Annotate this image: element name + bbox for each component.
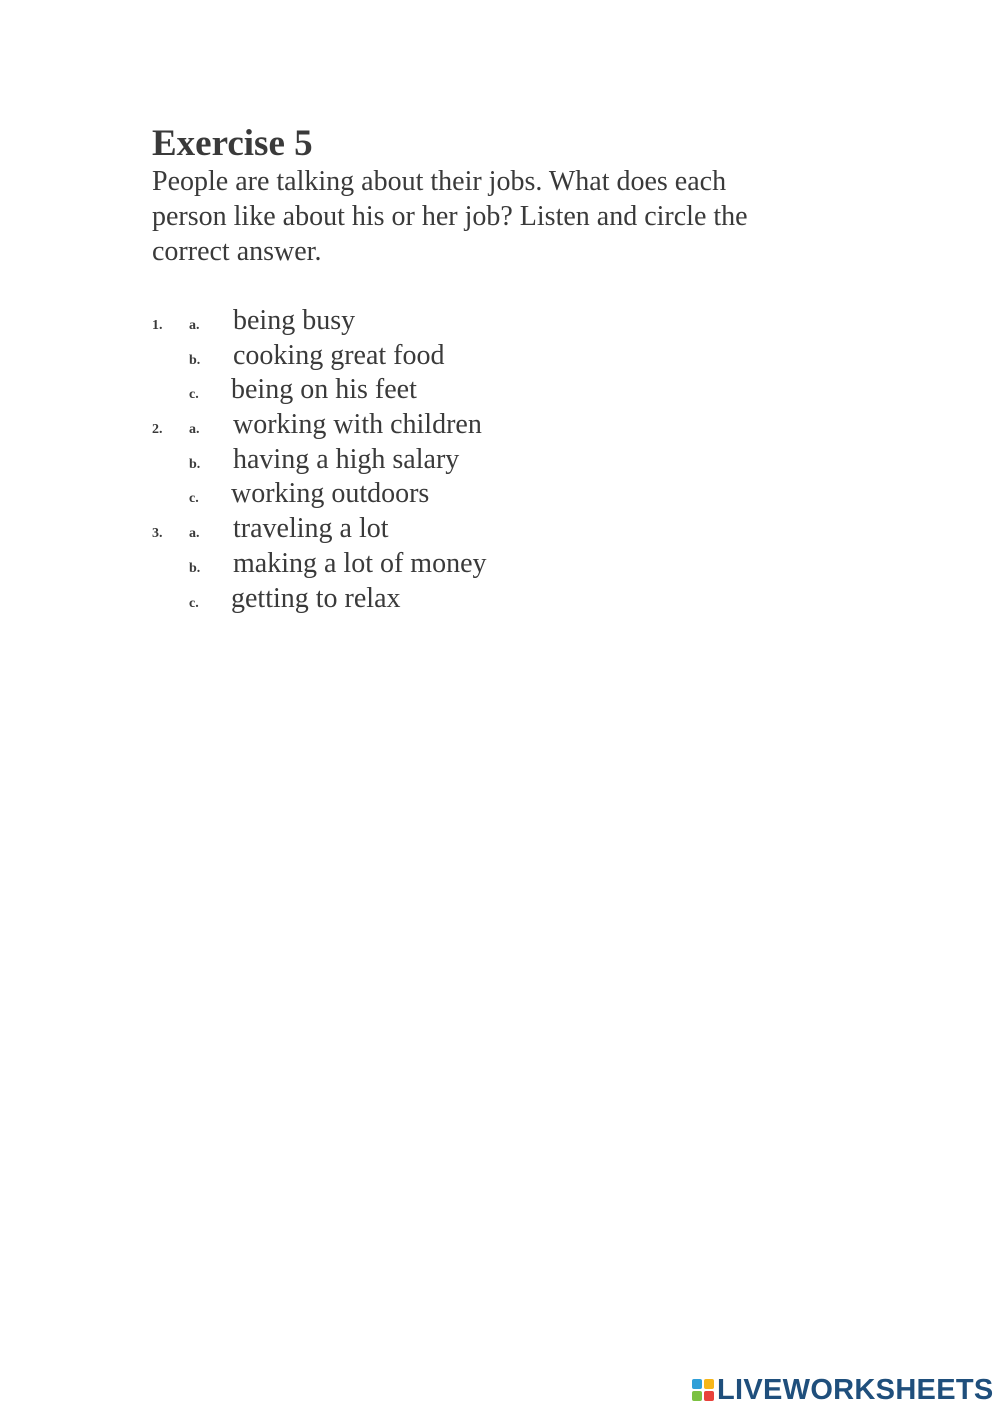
- question-number: 2.: [152, 422, 163, 438]
- question-2-option-a[interactable]: [0, 408, 900, 443]
- instructions-line: correct answer.: [152, 236, 322, 267]
- option-text[interactable]: working outdoors: [231, 478, 430, 510]
- question-3-option-b[interactable]: [0, 547, 900, 582]
- question-2-option-c[interactable]: [0, 477, 900, 512]
- option-text[interactable]: having a high salary: [233, 443, 460, 475]
- question-3-option-a[interactable]: [0, 512, 900, 547]
- option-letter: c.: [189, 491, 199, 507]
- question-list: [0, 304, 900, 616]
- question-number: 3.: [152, 526, 163, 542]
- liveworksheets-logo: [692, 1374, 994, 1406]
- option-text[interactable]: being on his feet: [231, 374, 417, 406]
- option-text[interactable]: traveling a lot: [233, 513, 389, 545]
- option-text[interactable]: cooking great food: [233, 339, 445, 371]
- instructions-line: People are talking about their jobs. What does each: [152, 166, 727, 197]
- option-letter: a.: [189, 422, 200, 438]
- instructions-line: person like about his or her job? Listen and circle the: [152, 201, 748, 232]
- option-letter: c.: [189, 595, 199, 611]
- option-text[interactable]: making a lot of money: [233, 547, 487, 579]
- logo-tile: [704, 1391, 714, 1401]
- question-1-option-a[interactable]: [0, 304, 900, 339]
- question-number: 1.: [152, 318, 163, 333]
- option-letter: b.: [189, 352, 201, 368]
- option-letter: c.: [189, 387, 199, 403]
- logo-tile: [692, 1379, 702, 1389]
- logo-wordmark: LIVEWORKSHEETS: [717, 1374, 994, 1406]
- option-letter: a.: [189, 526, 200, 542]
- question-2-option-b[interactable]: [0, 443, 900, 478]
- question-1-option-b[interactable]: [0, 339, 900, 374]
- exercise-title: Exercise 5: [152, 123, 313, 164]
- option-letter: a.: [189, 318, 200, 333]
- logo-tile: [704, 1379, 714, 1389]
- option-letter: b.: [189, 456, 201, 472]
- option-letter: b.: [189, 560, 201, 576]
- logo-tile: [692, 1391, 702, 1401]
- option-text[interactable]: getting to relax: [231, 582, 401, 614]
- option-text[interactable]: being busy: [233, 305, 356, 336]
- liveworksheets-mark-icon: [692, 1379, 714, 1401]
- question-3-option-c[interactable]: [0, 582, 900, 617]
- option-text[interactable]: working with children: [233, 409, 482, 441]
- question-1-option-c[interactable]: [0, 373, 900, 408]
- instructions-text: [152, 164, 832, 269]
